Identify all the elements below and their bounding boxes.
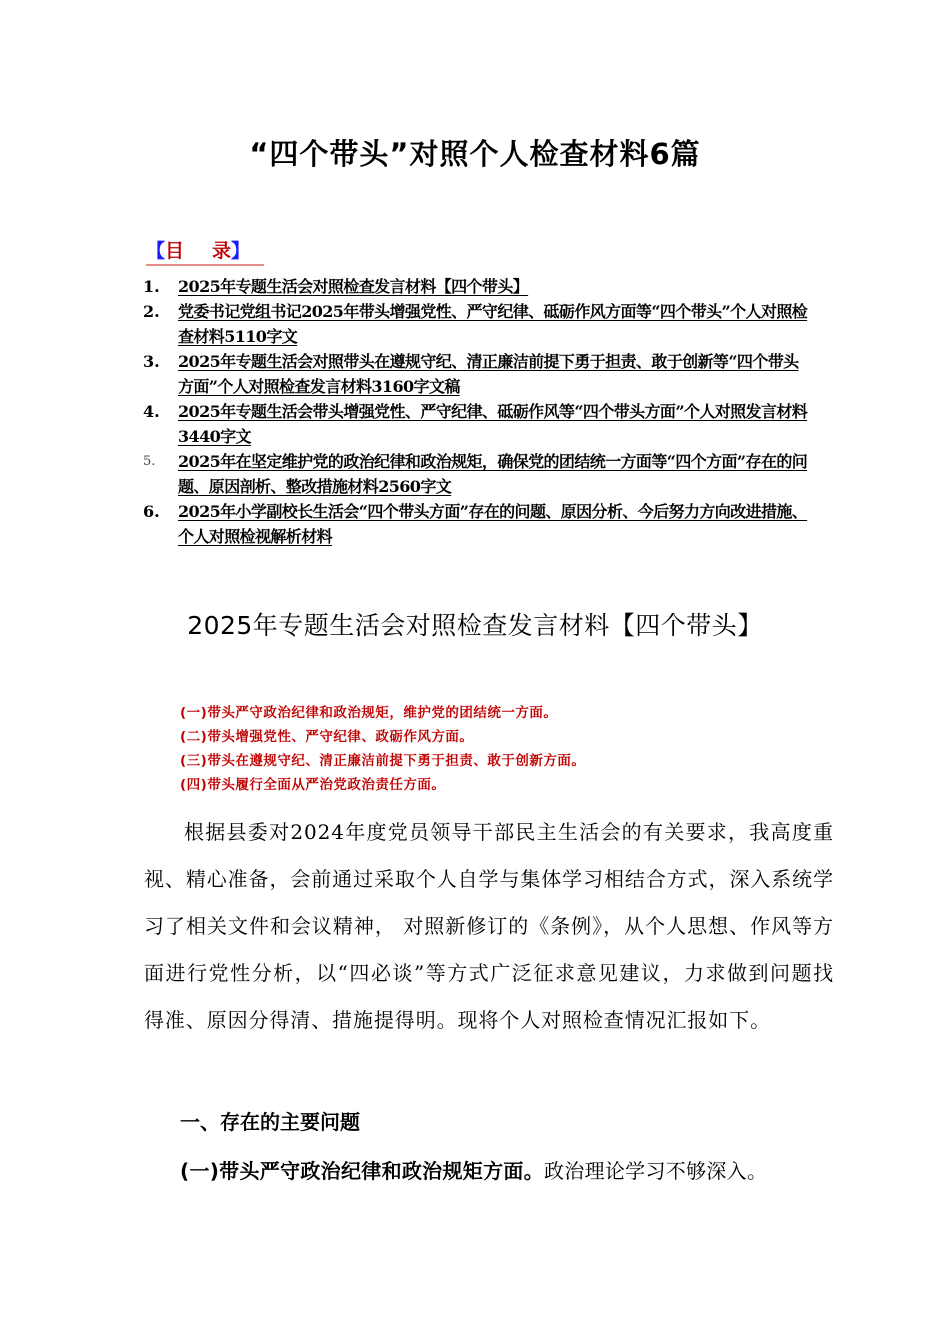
- toc-link[interactable]: 2025年在坚定维护党的政治纪律和政治规矩，确保党的团结统一方面等“四个方面”存在的问题、原因剖析、整改措施材料2560字文: [178, 452, 808, 496]
- toc-link[interactable]: 党委书记党组书记2025年带头增强党性、严守纪律、砥砺作风方面等“四个带头”个人对照检查材料5110字文: [178, 302, 808, 346]
- intro-paragraph: 根据县委对2024年度党员领导干部民主生活会的有关要求，我高度重视、精心准备，会前通过采取个人自学与集体学习相结合方式，深入系统学习了相关文件和会议精神， 对照新修订的《条例》，从个人思想、作风等方面进行党性分析，以“四必谈”等方式广泛征求意见建议，力求做到问题找得准、原因分得清、措施提得明。现将个人对照检查情况汇报如下。: [144, 820, 834, 1032]
- heading-main-problems: 一、存在的主要问题: [180, 1110, 360, 1134]
- toc-link[interactable]: 2025年专题生活会带头增强党性、严守纪律、砥砺作风等“四个带头方面”个人对照发言材料3440字文: [178, 402, 808, 446]
- section-title: 2025年专题生活会对照检查发言材料【四个带头】: [187, 611, 763, 640]
- highlighted-point: (四)带头履行全面从严治党政治责任方面。: [180, 777, 446, 793]
- toc-heading-char: 目: [165, 240, 185, 262]
- toc-link[interactable]: 2025年小学副校长生活会“四个带头方面”存在的问题、原因分析、今后努力方向改进措施、个人对照检视解析材料: [178, 502, 808, 546]
- toc-item: [143, 449, 823, 499]
- toc-bracket-left: 【: [146, 240, 166, 262]
- table-of-contents: [143, 274, 823, 549]
- toc-item: [143, 499, 823, 549]
- highlighted-point: (二)带头增强党性、严守纪律、政砺作风方面。: [180, 729, 474, 745]
- toc-item: [143, 399, 823, 449]
- toc-link[interactable]: 2025年专题生活会对照检查发言材料【四个带头】: [178, 277, 529, 296]
- toc-item-number: 2.: [143, 302, 160, 321]
- highlighted-points: [180, 701, 780, 797]
- subsection-line: [180, 1155, 767, 1184]
- toc-item-number: 5.: [143, 454, 156, 469]
- document-title: “四个带头”对照个人检查材料6篇: [249, 137, 701, 171]
- toc-item-number: 3.: [143, 352, 160, 371]
- toc-heading-char: 录: [212, 240, 232, 262]
- toc-link[interactable]: 2025年专题生活会对照带头在遵规守纪、清正廉洁前提下勇于担责、敢于创新等“四个带头方面”个人对照检查发言材料3160字文稿: [178, 352, 799, 396]
- toc-item: [143, 274, 823, 299]
- toc-item-number: 4.: [143, 402, 160, 421]
- subsection-text: 政治理论学习不够深入。: [543, 1159, 768, 1183]
- toc-item: [143, 299, 823, 349]
- toc-item-number: 6.: [143, 502, 160, 521]
- toc-bracket-right: 】: [231, 240, 251, 262]
- highlighted-point: (三)带头在遵规守纪、清正廉洁前提下勇于担责、敢于创新方面。: [180, 753, 586, 769]
- toc-item-number: 1.: [143, 277, 160, 296]
- subsection-heading: (一)带头严守政治纪律和政治规矩方面。: [180, 1159, 544, 1183]
- toc-item: [143, 349, 823, 399]
- toc-heading: [146, 236, 264, 266]
- highlighted-point: (一)带头严守政治纪律和政治规矩，维护党的团结统一方面。: [180, 705, 558, 721]
